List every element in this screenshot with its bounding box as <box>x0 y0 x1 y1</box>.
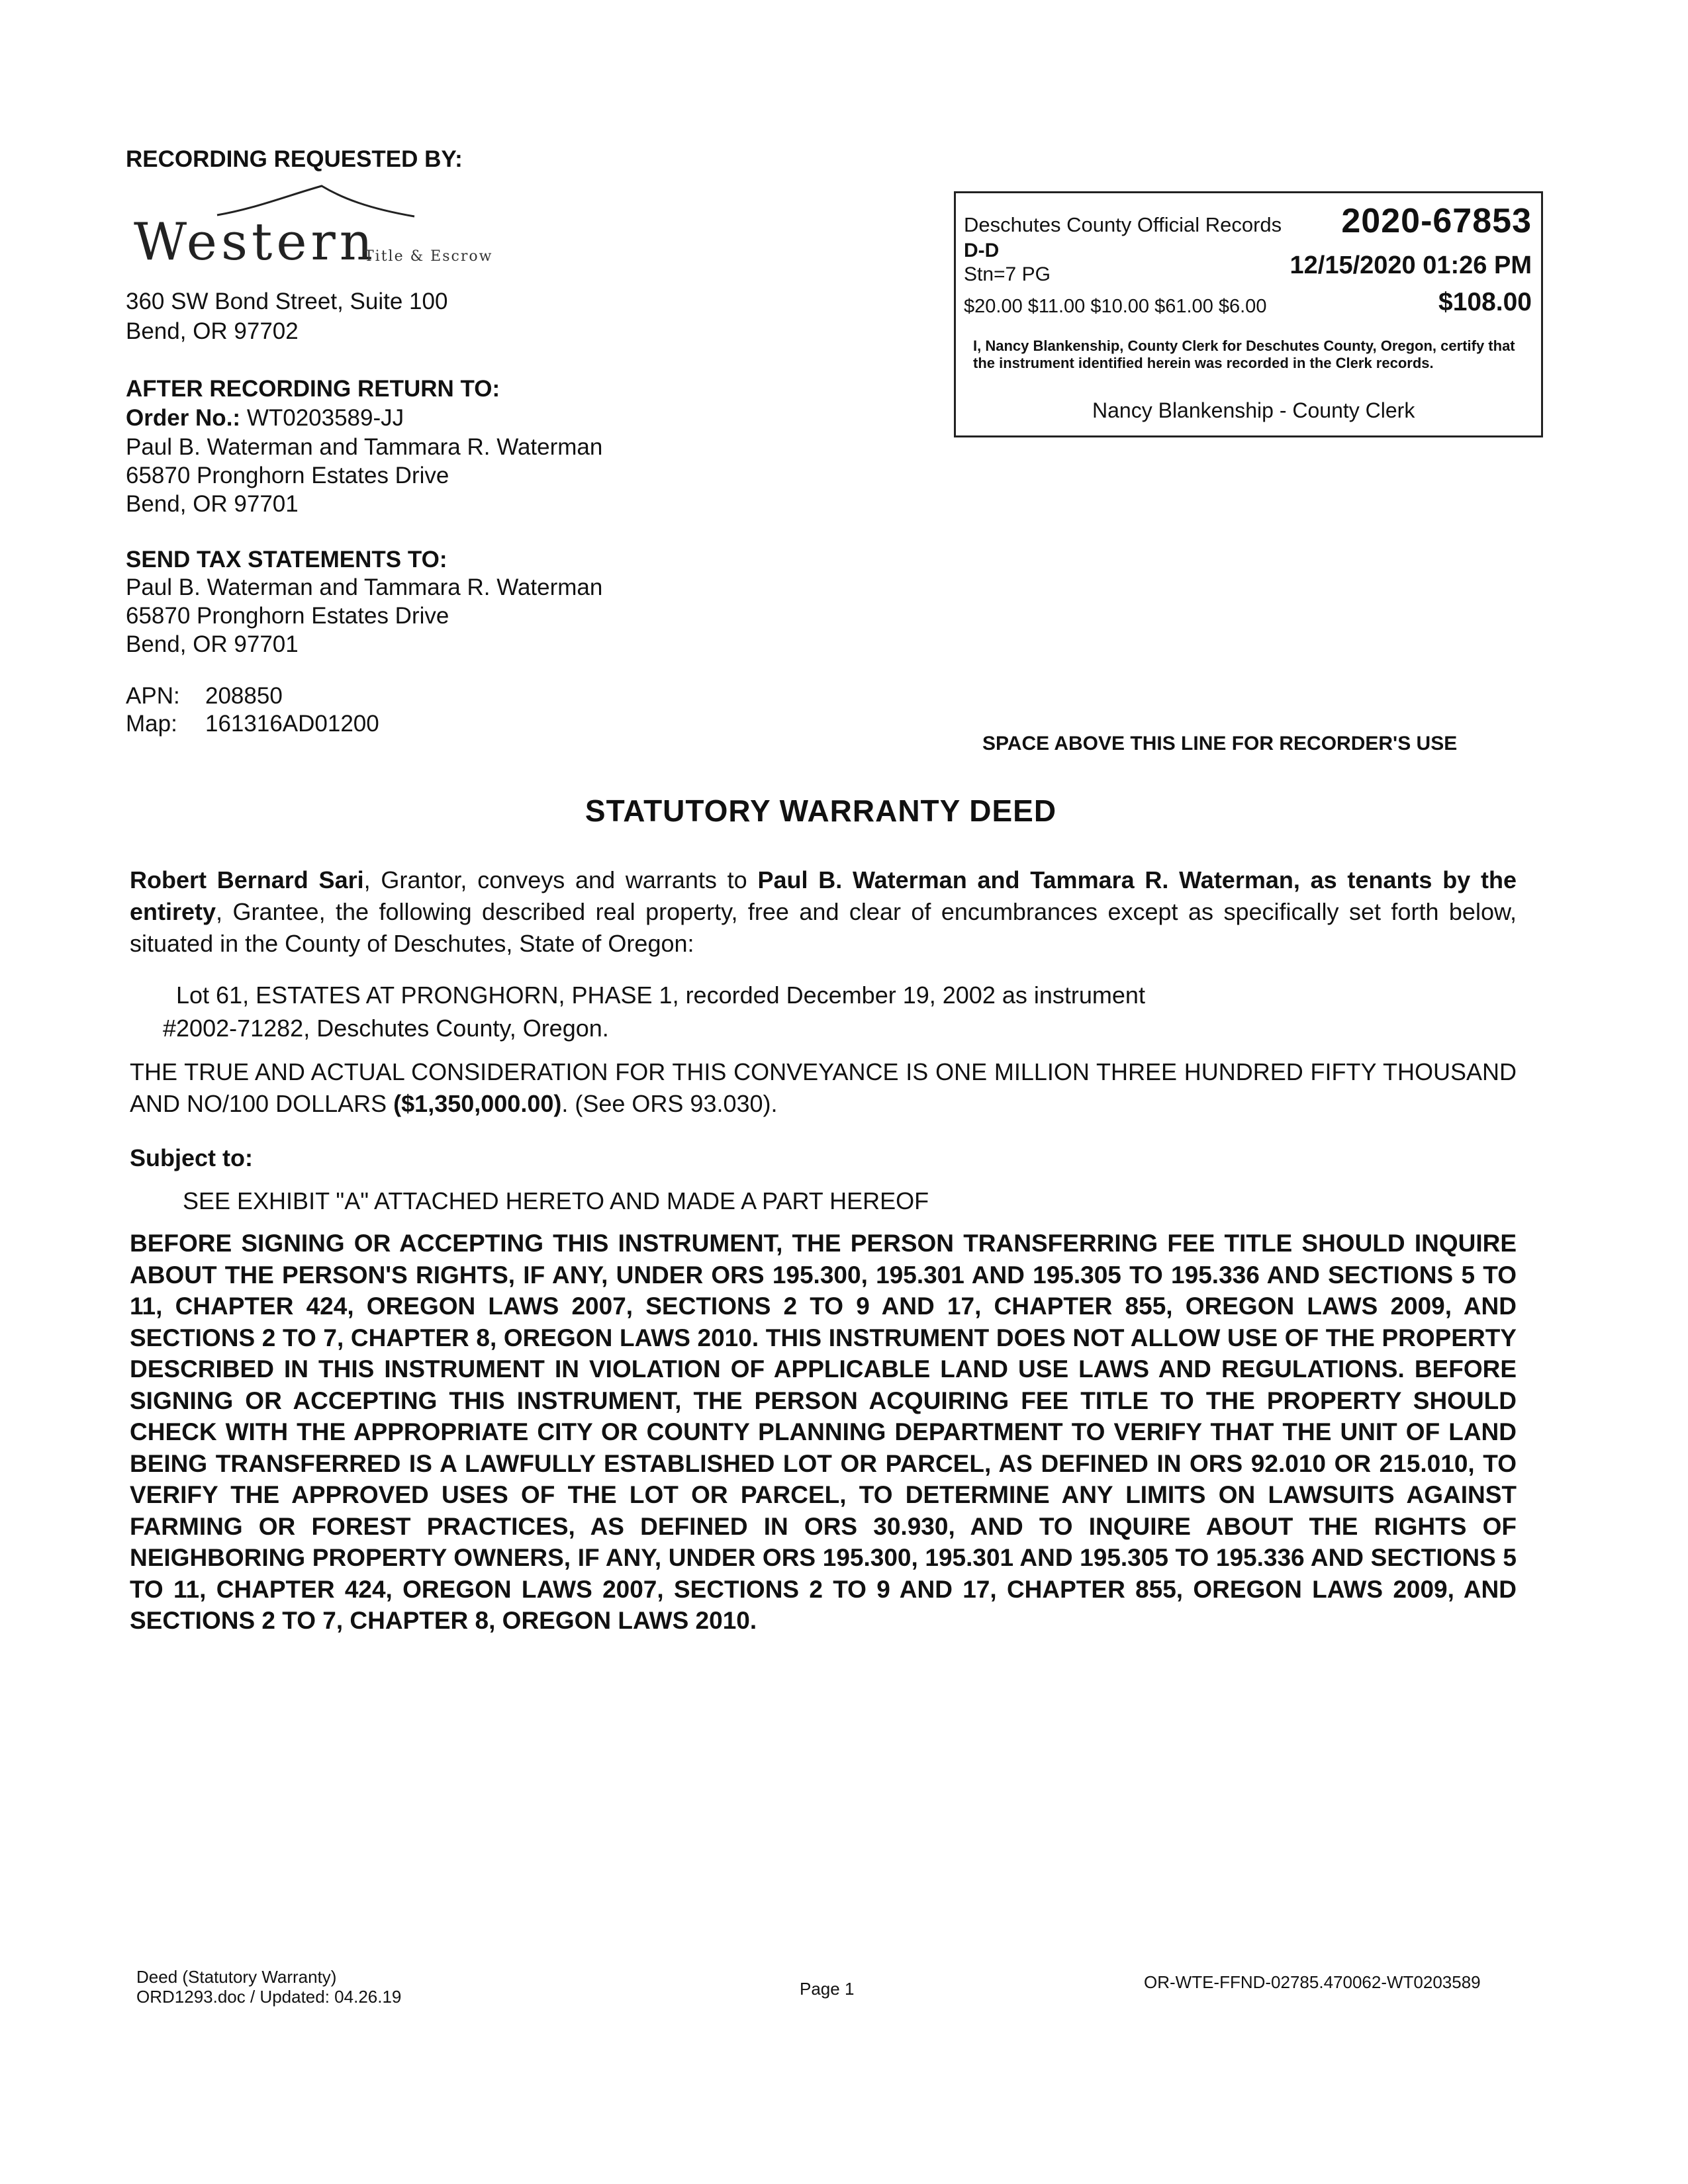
map-label: Map: <box>126 711 177 737</box>
document-type: D-D <box>964 240 1000 261</box>
fee-total: $108.00 <box>1438 288 1532 316</box>
fee-breakdown: $20.00 $11.00 $10.00 $61.00 $6.00 <box>964 296 1267 317</box>
apn-label: APN: <box>126 683 180 709</box>
order-number-line <box>126 404 404 433</box>
consideration-amount: ($1,350,000.00) <box>393 1090 562 1117</box>
grantee-text: , Grantee, the following described real property, free and clear of encumbrances except as specifically set forth below, situated in the County of Deschutes, State of Oregon: <box>130 898 1517 957</box>
requester-address-line1: 360 SW Bond Street, Suite 100 <box>126 289 448 314</box>
clerk-signature: Nancy Blankenship - County Clerk <box>1092 398 1415 422</box>
tax-statements-heading: SEND TAX STATEMENTS TO: <box>126 547 447 572</box>
grantee-names: Paul B. Waterman and Tammara R. Waterman, as tenants by the entirety <box>130 866 1517 925</box>
subject-to-heading: Subject to: <box>130 1144 253 1171</box>
legal-description-line2: #2002-71282, Deschutes County, Oregon. <box>163 1015 609 1042</box>
record-number: 2020-67853 <box>1341 202 1532 240</box>
logo-tagline: Title & Escrow <box>364 248 493 265</box>
legal-description-line1: Lot 61, ESTATES AT PRONGHORN, PHASE 1, recorded December 19, 2002 as instrument <box>176 981 1145 1009</box>
conveyance-paragraph <box>130 864 1517 960</box>
grantor-name: Robert Bernard Sari <box>130 866 364 893</box>
station-pages: Stn=7 PG <box>964 263 1051 285</box>
order-number-label: Order No.: <box>126 405 241 431</box>
statutory-notice: BEFORE SIGNING OR ACCEPTING THIS INSTRUMENT, THE PERSON TRANSFERRING FEE TITLE SHOULD INQUIRE ABOUT THE PERSON'S RIGHTS, IF ANY, UNDER ORS 195.300, 195.301 AND 195.305 TO 195.336 AND SECTIONS 5 TO 11, CHAPTER 424, OREGON LAWS 2007, SECTIONS 2 TO 9 AND 17, CHAPTER 855, OREGON LAWS 2009, AND SECTIONS 2 TO 7, CHAPTER 8, OREGON LAWS 2010. THIS INSTRUMENT DOES NOT ALLOW USE OF THE PROPERTY DESCRIBED IN THIS INSTRUMENT IN VIOLATION OF APPLICABLE LAND USE LAWS AND REGULATIONS. BEFORE SIGNING OR ACCEPTING THIS INSTRUMENT, THE PERSON ACQUIRING FEE TITLE TO THE PROPERTY SHOULD CHECK WITH THE APPROPRIATE CITY OR COUNTY PLANNING DEPARTMENT TO VERIFY THAT THE UNIT OF LAND BEING TRANSFERRED IS A LAWFULLY ESTABLISHED LOT OR PARCEL, AS DEFINED IN ORS 92.010 OR 215.010, TO VERIFY THE APPROVED USES OF THE LOT OR PARCEL, TO DETERMINE ANY LIMITS ON LAWSUITS AGAINST FARMING OR FOREST PRACTICES, AS DEFINED IN ORS 30.930, AND TO INQUIRE ABOUT THE RIGHTS OF NEIGHBORING PROPERTY OWNERS, IF ANY, UNDER ORS 195.300, 195.301 AND 195.305 TO 195.336 AND SECTIONS 5 TO 11, CHAPTER 424, OREGON LAWS 2007, SECTIONS 2 TO 9 AND 17, CHAPTER 855, OREGON LAWS 2009, AND SECTIONS 2 TO 7, CHAPTER 8, OREGON LAWS 2010. <box>130 1230 1517 1634</box>
return-to-city: Bend, OR 97701 <box>126 491 299 517</box>
tax-statements-city: Bend, OR 97701 <box>126 631 299 657</box>
company-logo <box>130 182 527 275</box>
recording-requested-heading: RECORDING REQUESTED BY: <box>126 146 463 172</box>
clerk-certification: I, Nancy Blankenship, County Clerk for Deschutes County, Oregon, certify that the instrument identified herein was recorded in the Clerk records. <box>973 338 1515 371</box>
return-to-heading: AFTER RECORDING RETURN TO: <box>126 376 500 402</box>
recorder-office: Deschutes County Official Records <box>964 213 1282 236</box>
conveys-text: , Grantor, conveys and warrants to <box>363 866 758 893</box>
recorded-datetime: 12/15/2020 01:26 PM <box>1289 251 1532 279</box>
tax-statements-name: Paul B. Waterman and Tammara R. Waterman <box>126 574 603 600</box>
consideration-text: THE TRUE AND ACTUAL CONSIDERATION FOR THIS CONVEYANCE IS ONE MILLION THREE HUNDRED FIFTY THOUSAND AND NO/100 DOLLARS <box>130 1058 1517 1117</box>
return-to-street: 65870 Pronghorn Estates Drive <box>126 463 449 488</box>
logo-wordmark: Western <box>134 212 377 272</box>
recorder-space-note: SPACE ABOVE THIS LINE FOR RECORDER'S USE <box>982 733 1458 754</box>
consideration-paragraph <box>130 1056 1517 1120</box>
recorder-stamp-box <box>954 191 1543 437</box>
return-to-name: Paul B. Waterman and Tammara R. Waterman <box>126 434 603 460</box>
footer-document-code: OR-WTE-FFND-02785.470062-WT0203589 <box>1144 1972 1481 1992</box>
tax-statements-street: 65870 Pronghorn Estates Drive <box>126 603 449 629</box>
deed-title: STATUTORY WARRANTY DEED <box>585 794 1057 828</box>
footer-form-name: Deed (Statutory Warranty) <box>136 1967 337 1987</box>
order-number-value: WT0203589-JJ <box>246 405 404 431</box>
requester-address-line2: Bend, OR 97702 <box>126 318 299 344</box>
exhibit-reference: SEE EXHIBIT "A" ATTACHED HERETO AND MADE A PART HEREOF <box>183 1187 929 1214</box>
map-value: 161316AD01200 <box>205 711 379 737</box>
consideration-suffix: . (See ORS 93.030). <box>561 1090 778 1117</box>
footer-page-number: Page 1 <box>800 1979 855 1999</box>
apn-value: 208850 <box>205 683 283 709</box>
footer-form-file: ORD1293.doc / Updated: 04.26.19 <box>136 1987 402 2007</box>
